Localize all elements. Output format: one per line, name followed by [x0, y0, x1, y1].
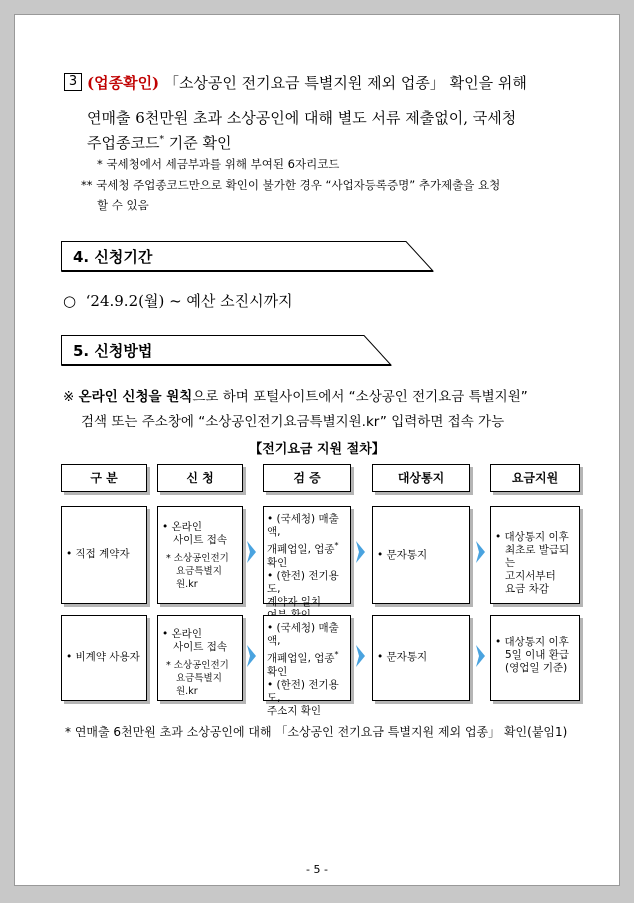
row1-verify-l2: 개폐업일, 업종 [267, 543, 335, 556]
row1-support-l3: 고지서부터 [505, 570, 556, 582]
header-apply: 신 청 [157, 464, 243, 492]
row1-support-l2: 최초로 발급되는 [505, 544, 570, 569]
section4-header [61, 241, 433, 271]
arrow-right-icon [476, 541, 485, 563]
document-page [14, 14, 620, 886]
item3-sup: * [159, 135, 164, 145]
item-number-box: 3 [64, 73, 82, 91]
section4-title: 4. 신청기간 [73, 248, 153, 266]
row1-apply-l2: 사이트 접속 [173, 534, 228, 546]
row2-apply-l2: 사이트 접속 [173, 641, 228, 653]
section5-line2: 검색 또는 주소창에 “소상공인전기요금특별지원.kr” 입력하면 접속 가능 [81, 414, 505, 430]
section5-title: 5. 신청방법 [73, 342, 153, 360]
row1-category-text: • 직접 계약자 [66, 548, 130, 560]
row2-notify-text: • 문자통지 [377, 651, 428, 663]
section5-line1-text: 으로 하며 포털사이트에서 “소상공인 전기요금 특별지원” [192, 389, 528, 405]
section5-line1 [63, 385, 528, 405]
row2-verify-l4: • (한전) 전기용도, [267, 678, 339, 704]
circle-bullet: ○ [63, 292, 77, 310]
item3-highlight: (업종확인) [87, 74, 160, 92]
item3-note2b: 할 수 있음 [97, 198, 149, 212]
row1-apply [157, 506, 243, 604]
item3-line3-b: 기준 확인 [163, 134, 232, 152]
item3-line2: 연매출 6천만원 초과 소상공인에 대해 별도 서류 제출없이, 국세청 [87, 109, 517, 127]
header-support: 요금지원 [490, 464, 580, 492]
arrow-right-icon [476, 645, 485, 667]
row2-support-l3: (영업일 기준) [505, 662, 568, 674]
section4-period [63, 290, 293, 311]
row2-apply-note2: 요금특별지원.kr [176, 673, 222, 697]
row2-verify-l1: • (국세청) 매출액, [267, 622, 339, 647]
row1-verify-sup: * [334, 541, 339, 550]
item3-line3-a: 주업종코드 [87, 134, 160, 152]
row1-support-l1: • 대상통지 이후 [495, 531, 569, 543]
process-title: 【전기요금 지원 절차】 [249, 442, 385, 457]
arrow-right-icon [356, 541, 365, 563]
row1-verify-l3: 확인 [267, 556, 288, 569]
row1-verify-l5: 계약자 일치 [267, 595, 322, 608]
row2-verify-sup: * [334, 650, 339, 659]
row1-support-l4: 요금 차감 [505, 583, 549, 595]
row2-verify [263, 615, 351, 717]
row2-apply [157, 615, 243, 701]
row1-category [61, 506, 147, 604]
row2-support-l2: 5일 이내 환급 [505, 649, 570, 661]
page-number: - 5 - [306, 863, 328, 876]
row1-support [490, 506, 580, 604]
item3-line1-text: 「소상공인 전기요금 특별지원 제외 업종」 확인을 위해 [163, 74, 527, 92]
row2-category [61, 615, 147, 701]
item3-line1 [87, 72, 527, 93]
arrow-right-icon [247, 645, 256, 667]
footnote: * 연매출 6천만원 초과 소상공인에 대해 「소상공인 전기요금 특별지원 제외 업종」 확인(붙임1) [65, 725, 568, 739]
row1-notify-text: • 문자통지 [377, 549, 428, 561]
section5-bold: 온라인 신청을 원칙 [78, 389, 193, 405]
arrow-right-icon [247, 541, 256, 563]
row1-verify-l4: • (한전) 전기용도, [267, 569, 339, 595]
section5-header [61, 335, 391, 365]
header-category: 구 분 [61, 464, 147, 492]
row1-apply-l1: • 온라인 [162, 521, 202, 533]
row2-apply-note1: * 소상공인전기 [166, 660, 229, 671]
period-text: ‘24.9.2(월) ~ 예산 소진시까지 [85, 292, 293, 310]
reference-mark: ※ [63, 389, 75, 405]
item3-line3 [87, 132, 231, 153]
header-verify: 검 증 [263, 464, 351, 492]
item3-note1: * 국세청에서 세금부과를 위해 부여된 6자리코드 [97, 157, 340, 171]
header-notify: 대상통지 [372, 464, 470, 492]
arrow-right-icon [356, 645, 365, 667]
row1-notify [372, 506, 470, 604]
row1-verify [263, 506, 351, 608]
row2-verify-l5: 주소지 확인 [267, 704, 322, 717]
item3-note2a: ** 국세청 주업종코드만으로 확인이 불가한 경우 “사업자등록증명” 추가제출을 요청 [81, 178, 501, 192]
row1-verify-l1: • (국세청) 매출액, [267, 513, 339, 538]
row2-verify-l3: 확인 [267, 665, 288, 678]
row1-apply-note1: * 소상공인전기 [166, 553, 229, 564]
row2-support [490, 615, 580, 701]
row2-notify [372, 615, 470, 701]
row2-category-text: • 비계약 사용자 [66, 651, 140, 663]
row2-apply-l1: • 온라인 [162, 628, 202, 640]
row1-apply-note2: 요금특별지원.kr [176, 566, 222, 590]
row2-verify-l2: 개폐업일, 업종 [267, 652, 335, 665]
row2-support-l1: • 대상통지 이후 [495, 636, 569, 648]
